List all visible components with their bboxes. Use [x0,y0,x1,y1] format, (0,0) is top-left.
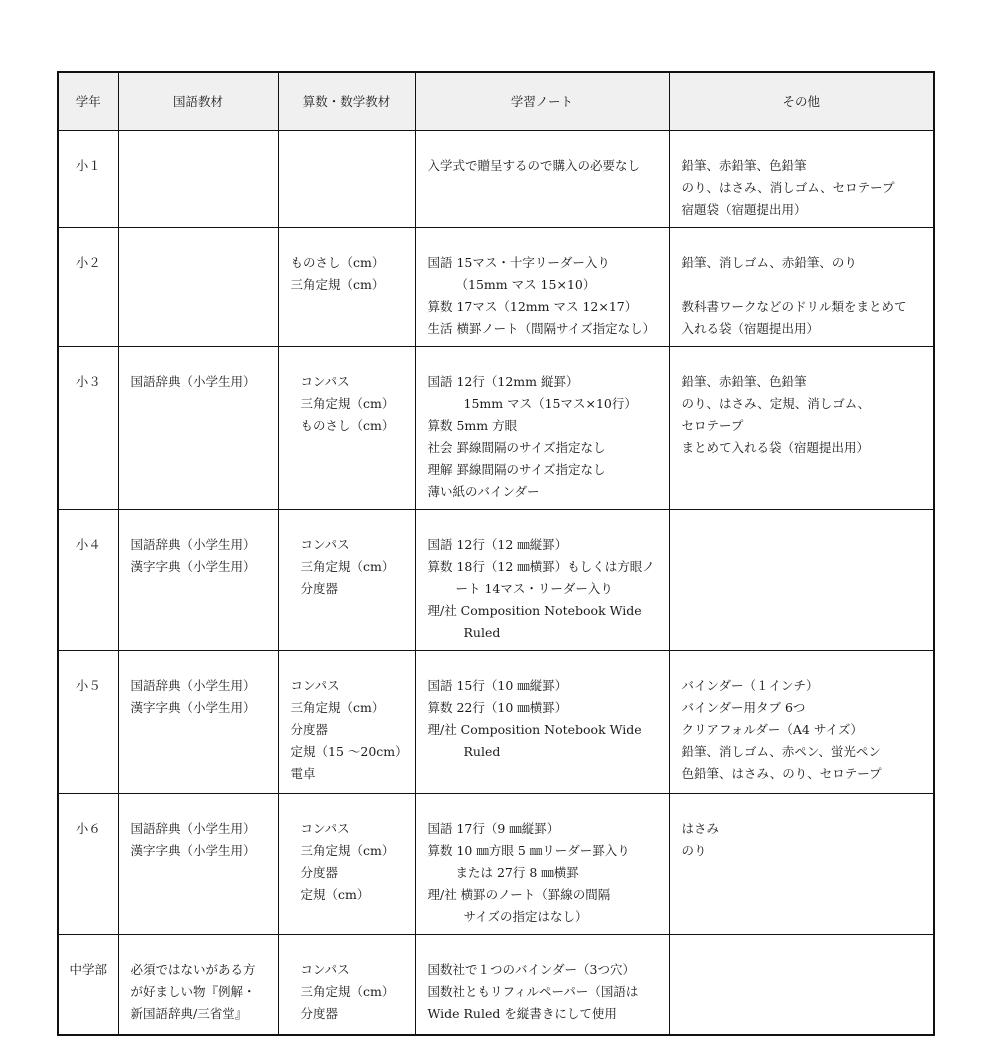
notes-line: サイズの指定はなし） [463,909,588,924]
notes-line: 算数 10 ㎜方眼 5 ㎜リーダー罫入り [427,843,630,858]
header-grade: 学年 [58,72,118,131]
notes-line: 15mm マス（15マス×10行） [463,396,637,411]
math-cell [278,510,415,651]
table-row-grade-3 [58,347,934,510]
table-row-junior-high [58,935,934,1035]
math-line: 分度器 [300,581,339,596]
notes-line: 国語 15マス・十字リーダー入り [427,255,610,270]
other-line: 鉛筆、消しゴム、赤鉛筆、のり [681,255,857,270]
notes-line: 社会 罫線間隔のサイズ指定なし [427,440,606,455]
notes-cell [415,510,669,651]
grade-cell: 小５ [58,651,118,794]
math-line: 分度器 [290,722,329,737]
other-line: 鉛筆、消しゴム、赤ペン、蛍光ペン [681,744,881,759]
math-line: 三角定規（cm） [300,396,395,411]
other-cell [669,228,934,347]
kokugo-line: 国語辞典（小学生用） [130,537,256,552]
math-line: コンパス [290,678,340,693]
math-cell [278,228,415,347]
other-line: 鉛筆、赤鉛筆、色鉛筆 [681,374,807,389]
notes-line: 薄い紙のバインダー [427,484,540,499]
kokugo-line: 漢字字典（小学生用） [130,559,256,574]
math-line: 電卓 [290,766,316,781]
kokugo-cell [118,935,278,1035]
notes-line: 理/社 Composition Notebook Wide [427,603,642,618]
other-line: バインダー用タブ 6つ [681,700,806,715]
notes-line: 国数社で１つのバインダー（3つ穴） [427,962,635,977]
grade-cell: 小６ [58,794,118,935]
notes-line: 入学式で贈呈するので購入の必要なし [427,158,641,173]
notes-line: Ruled [463,625,501,640]
math-line: コンパス [300,374,350,389]
notes-cell [415,347,669,510]
kokugo-line: 国語辞典（小学生用） [130,374,256,389]
notes-cell [415,228,669,347]
notes-line: 理/社 横罫のノート（罫線の間隔 [427,887,611,902]
math-line: ものさし（cm） [290,255,385,270]
other-cell [669,510,934,651]
kokugo-cell [118,651,278,794]
math-cell [278,935,415,1035]
kokugo-line: 国語辞典（小学生用） [130,678,256,693]
math-line: 分度器 [300,865,339,880]
table-row-grade-4 [58,510,934,651]
math-line: コンパス [300,962,350,977]
grade-cell: 小２ [58,228,118,347]
kokugo-line: 漢字字典（小学生用） [130,700,256,715]
notes-cell [415,794,669,935]
math-line: 三角定規（cm） [300,984,395,999]
math-line: コンパス [300,821,350,836]
header-kokugo-materials: 国語教材 [118,72,278,131]
other-line: 教科書ワークなどのドリル類をまとめて [681,299,907,314]
other-line: はさみ [681,821,720,836]
header-math-materials: 算数・数学教材 [278,72,415,131]
kokugo-line: 必須ではないがある方 [130,962,256,977]
math-line: 三角定規（cm） [300,843,395,858]
notes-cell [415,935,669,1035]
other-cell [669,347,934,510]
math-line: 定規（15 ～20cm） [290,744,408,759]
notes-line: ート 14マス・リーダー入り [455,581,613,596]
grade-cell: 小３ [58,347,118,510]
notes-line: （15mm マス 15×10） [455,277,596,292]
notes-line: 国語 15行（10 ㎜縦罫） [427,678,568,693]
header-other: その他 [669,72,934,131]
math-cell [278,651,415,794]
other-line: セロテープ [681,418,744,433]
math-line: 定規（cm） [300,887,370,902]
other-line: 入れる袋（宿題提出用） [681,321,820,336]
notes-line: Wide Ruled を縦書きにして使用 [427,1006,617,1021]
other-cell [669,935,934,1035]
other-line: まとめて入れる袋（宿題提出用） [681,440,870,455]
notes-line: 国語 17行（9 ㎜縦罫） [427,821,560,836]
supplies-table [57,71,935,1036]
other-cell [669,651,934,794]
notes-line: 算数 18行（12 ㎜横罫）もしくは方眼ノ [427,559,655,574]
table-row-grade-1 [58,131,934,228]
math-line: 三角定規（cm） [290,700,385,715]
notes-line: 生活 横罫ノート（間隔サイズ指定なし） [427,321,656,336]
table-row-grade-2 [58,228,934,347]
grade-cell: 小４ [58,510,118,651]
kokugo-cell [118,228,278,347]
notes-cell [415,131,669,228]
other-line: のり、はさみ、消しゴム、セロテープ [681,180,895,195]
table-row-grade-5 [58,651,934,794]
header-study-notebook: 学習ノート [415,72,669,131]
notes-line: 国語 12行（12mm 縦罫） [427,374,579,389]
other-line: 色鉛筆、はさみ、のり、セロテープ [681,766,882,781]
math-cell [278,347,415,510]
math-line: 三角定規（cm） [290,277,385,292]
math-line: ものさし（cm） [300,418,395,433]
other-line: のり [681,843,707,858]
notes-line: 理解 罫線間隔のサイズ指定なし [427,462,606,477]
notes-line: 理/社 Composition Notebook Wide [427,722,642,737]
notes-line: 国数社ともリフィルペーパー（国語は [427,984,639,999]
notes-line: Ruled [463,744,501,759]
math-cell [278,131,415,228]
notes-line: または 27行 8 ㎜横罫 [455,865,579,880]
grade-cell: 中学部 [58,935,118,1035]
notes-line: 国語 12行（12 ㎜縦罫） [427,537,568,552]
header-row [58,72,934,131]
other-cell [669,794,934,935]
other-line: のり、はさみ、定規、消しゴム、 [681,396,871,411]
notes-line: 算数 17マス（12mm マス 12×17） [427,299,638,314]
kokugo-cell [118,347,278,510]
notes-cell [415,651,669,794]
kokugo-line: が好ましい物『例解・ [130,984,256,999]
math-line: コンパス [300,537,350,552]
kokugo-line: 国語辞典（小学生用） [130,821,256,836]
table-row-grade-6 [58,794,934,935]
math-line: 三角定規（cm） [300,559,395,574]
kokugo-cell [118,794,278,935]
math-line: 分度器 [300,1006,339,1021]
grade-cell: 小１ [58,131,118,228]
other-line: クリアフォルダー（A4 サイズ） [681,722,863,737]
other-line: 宿題袋（宿題提出用） [681,202,807,217]
kokugo-line: 漢字字典（小学生用） [130,843,256,858]
other-cell [669,131,934,228]
kokugo-line: 新国語辞典/三省堂』 [130,1006,248,1021]
notes-line: 算数 5mm 方眼 [427,418,518,433]
math-cell [278,794,415,935]
other-line: バインダー（１インチ） [681,678,819,693]
kokugo-cell [118,510,278,651]
notes-line: 算数 22行（10 ㎜横罫） [427,700,568,715]
kokugo-cell [118,131,278,228]
other-line: 鉛筆、赤鉛筆、色鉛筆 [681,158,807,173]
